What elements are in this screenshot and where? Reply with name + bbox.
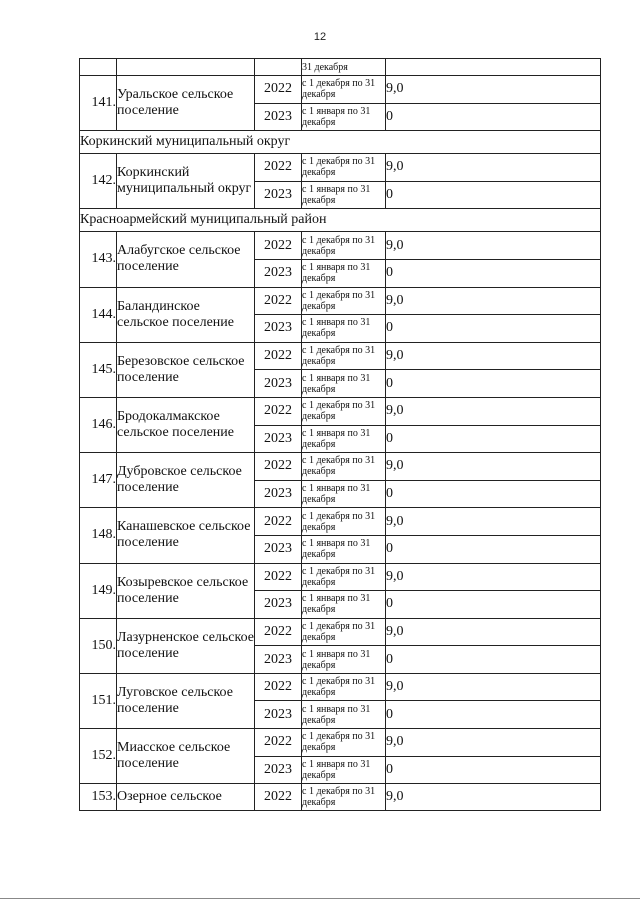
municipality-name: Уральское сельское поселение	[117, 76, 255, 131]
period-cell: с 1 января по 31 декабря	[302, 259, 386, 287]
municipality-name: Коркинский муниципальный округ	[117, 154, 255, 209]
rate-cell: 0	[386, 259, 601, 287]
municipality-name: Дубровское сельское поселение	[117, 453, 255, 508]
year-cell: 2022	[255, 673, 302, 701]
year-cell: 2023	[255, 591, 302, 619]
rate-cell: 9,0	[386, 618, 601, 646]
page-number: 12	[313, 31, 327, 43]
rate-cell: 0	[386, 480, 601, 508]
municipality-name: Козыревское сельское поселение	[117, 563, 255, 618]
year-cell: 2023	[255, 259, 302, 287]
rate-cell: 0	[386, 756, 601, 784]
period-cell: с 1 января по 31 декабря	[302, 370, 386, 398]
municipality-name: Лазурненское сельское поселение	[117, 618, 255, 673]
table-row	[80, 618, 601, 646]
rate-cell: 9,0	[386, 342, 601, 370]
rate-cell: 9,0	[386, 508, 601, 536]
section-row	[80, 131, 601, 154]
year-cell	[255, 59, 302, 76]
year-cell: 2022	[255, 287, 302, 315]
rate-cell: 9,0	[386, 76, 601, 104]
page-bottom-edge	[0, 898, 640, 899]
period-cell: 31 декабря	[302, 59, 386, 76]
row-number: 150.	[80, 618, 117, 673]
year-cell: 2022	[255, 784, 302, 811]
rate-cell	[386, 59, 601, 76]
year-cell: 2023	[255, 425, 302, 453]
rate-cell: 0	[386, 701, 601, 729]
period-cell: с 1 января по 31 декабря	[302, 591, 386, 619]
municipality-name: Озерное сельское	[117, 784, 255, 811]
rate-cell: 0	[386, 181, 601, 209]
year-cell: 2023	[255, 701, 302, 729]
period-cell: с 1 декабря по 31 декабря	[302, 453, 386, 481]
year-cell: 2023	[255, 535, 302, 563]
table-row	[80, 729, 601, 757]
table-row	[80, 342, 601, 370]
year-cell: 2022	[255, 232, 302, 260]
rate-cell: 0	[386, 315, 601, 343]
year-cell: 2022	[255, 397, 302, 425]
rate-cell: 0	[386, 535, 601, 563]
year-cell: 2023	[255, 756, 302, 784]
rate-cell: 9,0	[386, 563, 601, 591]
municipality-name: Алабугское сельское поселение	[117, 232, 255, 287]
table-row	[80, 673, 601, 701]
rate-cell: 9,0	[386, 673, 601, 701]
row-number: 149.	[80, 563, 117, 618]
year-cell: 2022	[255, 453, 302, 481]
continued-row	[80, 59, 601, 76]
row-number: 146.	[80, 397, 117, 452]
table-row	[80, 154, 601, 182]
municipality-name: Березовское сельское поселение	[117, 342, 255, 397]
rate-cell: 0	[386, 425, 601, 453]
rate-cell: 0	[386, 646, 601, 674]
period-cell: с 1 декабря по 31 декабря	[302, 618, 386, 646]
period-cell: с 1 декабря по 31 декабря	[302, 729, 386, 757]
rate-cell: 9,0	[386, 154, 601, 182]
period-cell: с 1 декабря по 31 декабря	[302, 287, 386, 315]
period-cell: с 1 декабря по 31 декабря	[302, 342, 386, 370]
row-number: 147.	[80, 453, 117, 508]
row-number: 142.	[80, 154, 117, 209]
year-cell: 2023	[255, 370, 302, 398]
rate-cell: 9,0	[386, 784, 601, 811]
municipality-name: Бродокалмакское сельское поселение	[117, 397, 255, 452]
num-cell	[80, 59, 117, 76]
period-cell: с 1 декабря по 31 декабря	[302, 784, 386, 811]
rate-cell: 9,0	[386, 397, 601, 425]
rate-cell: 9,0	[386, 453, 601, 481]
year-cell: 2022	[255, 508, 302, 536]
year-cell: 2022	[255, 729, 302, 757]
table-row	[80, 453, 601, 481]
section-row	[80, 209, 601, 232]
period-cell: с 1 января по 31 декабря	[302, 425, 386, 453]
period-cell: с 1 января по 31 декабря	[302, 480, 386, 508]
year-cell: 2022	[255, 342, 302, 370]
year-cell: 2023	[255, 646, 302, 674]
table-row	[80, 397, 601, 425]
rate-cell: 9,0	[386, 729, 601, 757]
row-number: 145.	[80, 342, 117, 397]
table-row	[80, 508, 601, 536]
year-cell: 2023	[255, 181, 302, 209]
row-number: 144.	[80, 287, 117, 342]
row-number: 153.	[80, 784, 117, 811]
municipality-name: Луговское сельское поселение	[117, 673, 255, 728]
table-row	[80, 76, 601, 104]
row-number: 151.	[80, 673, 117, 728]
period-cell: с 1 декабря по 31 декабря	[302, 508, 386, 536]
period-cell: с 1 января по 31 декабря	[302, 535, 386, 563]
section-title: Красноармейский муниципальный район	[80, 209, 601, 232]
period-cell: с 1 января по 31 декабря	[302, 181, 386, 209]
rate-cell: 9,0	[386, 287, 601, 315]
rate-cell: 0	[386, 103, 601, 131]
row-number: 148.	[80, 508, 117, 563]
period-cell: с 1 января по 31 декабря	[302, 646, 386, 674]
section-title: Коркинский муниципальный округ	[80, 131, 601, 154]
row-number: 152.	[80, 729, 117, 784]
period-cell: с 1 декабря по 31 декабря	[302, 154, 386, 182]
municipality-name: Миасское сельское поселение	[117, 729, 255, 784]
municipality-name: Канашевское сельское поселение	[117, 508, 255, 563]
name-cell	[117, 59, 255, 76]
year-cell: 2023	[255, 480, 302, 508]
rate-cell: 9,0	[386, 232, 601, 260]
period-cell: с 1 декабря по 31 декабря	[302, 76, 386, 104]
year-cell: 2022	[255, 563, 302, 591]
period-cell: с 1 декабря по 31 декабря	[302, 397, 386, 425]
period-cell: с 1 декабря по 31 декабря	[302, 232, 386, 260]
year-cell: 2023	[255, 103, 302, 131]
year-cell: 2022	[255, 154, 302, 182]
rate-cell: 0	[386, 370, 601, 398]
period-cell: с 1 января по 31 декабря	[302, 103, 386, 131]
year-cell: 2022	[255, 76, 302, 104]
municipality-name: Баландинское сельское поселение	[117, 287, 255, 342]
period-cell: с 1 января по 31 декабря	[302, 756, 386, 784]
year-cell: 2023	[255, 315, 302, 343]
period-cell: с 1 декабря по 31 декабря	[302, 673, 386, 701]
row-number: 143.	[80, 232, 117, 287]
year-cell: 2022	[255, 618, 302, 646]
period-cell: с 1 января по 31 декабря	[302, 315, 386, 343]
period-cell: с 1 января по 31 декабря	[302, 701, 386, 729]
rates-table	[79, 58, 601, 811]
period-cell: с 1 декабря по 31 декабря	[302, 563, 386, 591]
table-row	[80, 232, 601, 260]
rate-cell: 0	[386, 591, 601, 619]
table-row	[80, 563, 601, 591]
table-row	[80, 784, 601, 811]
row-number: 141.	[80, 76, 117, 131]
table-row	[80, 287, 601, 315]
